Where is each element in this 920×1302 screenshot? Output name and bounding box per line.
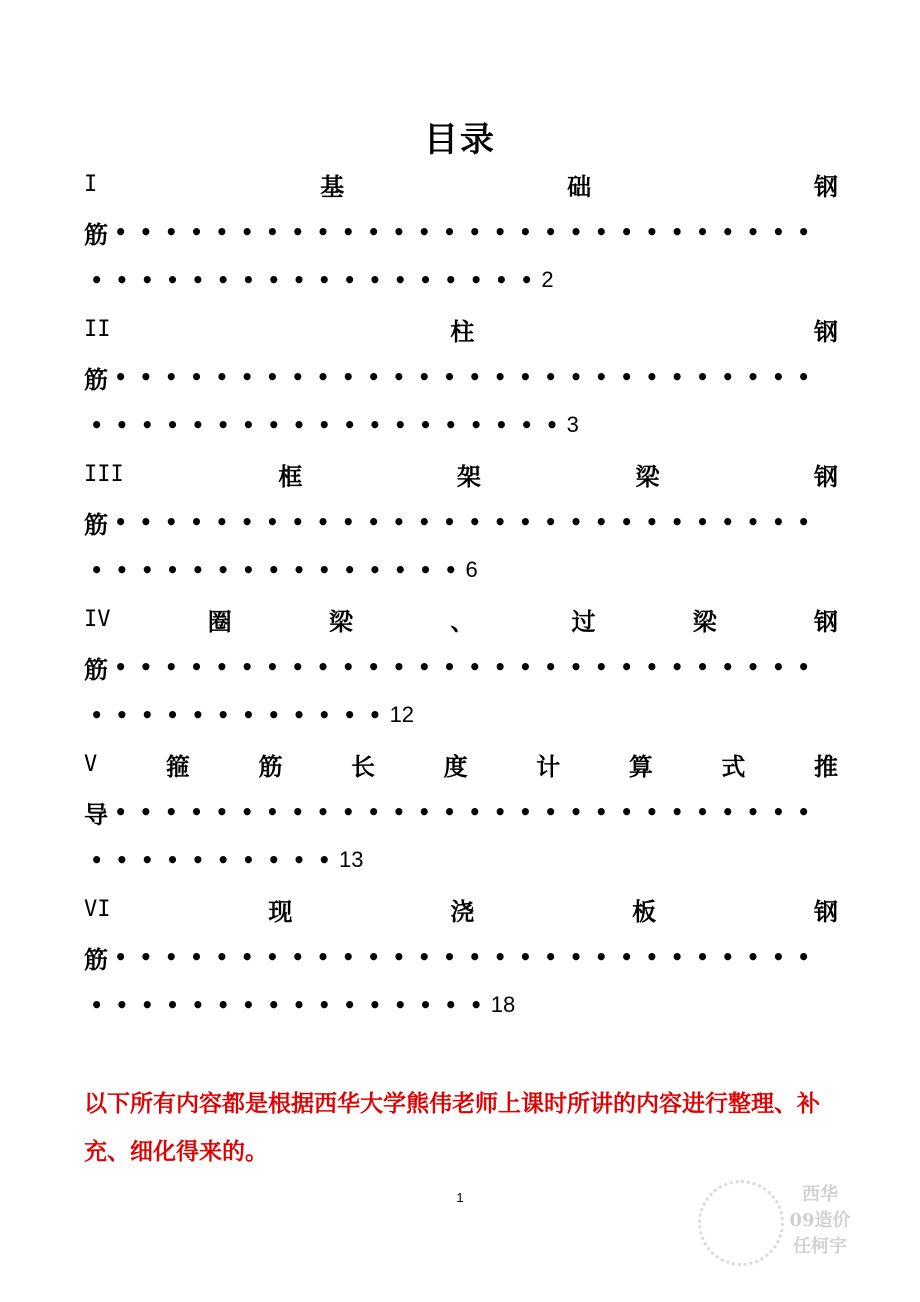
toc-numeral: IV [84, 606, 111, 632]
toc-title-char: 筋 [84, 654, 108, 684]
toc-title-char: 梁 [329, 606, 353, 636]
toc-title-char: 筋 [258, 751, 283, 781]
toc-entry[interactable] [84, 885, 838, 1030]
toc-leader-dots: • • • • • • • • • • • • • • • • • • • • • • • • • • • • [114, 220, 811, 244]
toc-title-char: 过 [571, 606, 596, 636]
toc-numeral: II [84, 316, 111, 342]
toc-leader-dots: • • • • • • • • • • • • [90, 703, 382, 727]
toc-title-char: 架 [456, 461, 481, 491]
toc-title-char: 钢 [814, 606, 838, 636]
toc-page-number: 13 [338, 847, 364, 872]
toc-title-char: 筋 [84, 364, 108, 394]
toc-page-number: 18 [490, 992, 516, 1017]
toc-leader-dots: • • • • • • • • • • • • • • • • • • • • • • • • • • • • [114, 945, 811, 969]
toc-page-number: 6 [465, 557, 478, 582]
toc-title-char: 筋 [84, 219, 108, 249]
toc-leader-dots: • • • • • • • • • • • • • • • • • • • • • • • • • • • • [114, 800, 811, 824]
toc-entry[interactable] [84, 160, 838, 305]
toc-title-char: 箍 [165, 751, 190, 781]
toc-title-char: 板 [632, 896, 657, 926]
toc-title-char: 推 [814, 751, 838, 781]
toc-title-char: 浇 [450, 896, 475, 926]
toc-entry[interactable] [84, 740, 838, 885]
toc-title-char: 度 [443, 751, 468, 781]
toc-leader-dots: • • • • • • • • • • [90, 848, 331, 872]
toc-numeral: VI [84, 896, 111, 922]
toc-title-char: 现 [268, 896, 293, 926]
watermark-text [780, 1182, 860, 1260]
toc-title-char: 钢 [814, 461, 838, 491]
toc-leader-dots: • • • • • • • • • • • • • • • • • • • • • • • • • • • • [114, 365, 811, 389]
toc-title-char: 筋 [84, 944, 108, 974]
toc-title-char: 、 [450, 606, 475, 636]
toc-title-char: 梁 [635, 461, 660, 491]
toc-title-char: 长 [351, 751, 376, 781]
page-title: 目录 [424, 120, 496, 160]
toc-leader-dots: • • • • • • • • • • • • • • • • • • • • • • • • • • • • [114, 510, 811, 534]
note-text: 以下所有内容都是根据西华大学熊伟老师上课时所讲的内容进行整理、补充、细化得来的。 [84, 1090, 820, 1165]
toc-title-char: 钢 [814, 316, 838, 346]
toc-title-char: 式 [721, 751, 746, 781]
toc-leader-dots: • • • • • • • • • • • • • • • • [90, 993, 483, 1017]
watermark-line-1: 西华 [802, 1184, 838, 1205]
toc-title-char: 钢 [813, 171, 838, 201]
toc-page-number: 3 [566, 412, 579, 437]
toc-title-char: 导 [84, 799, 108, 829]
toc-numeral: III [84, 461, 124, 487]
toc-entry[interactable] [84, 595, 838, 740]
toc-entry[interactable] [84, 305, 838, 450]
toc-title-char: 柱 [450, 316, 475, 346]
watermark-line-2: 09造价 [789, 1210, 851, 1231]
toc-leader-dots: • • • • • • • • • • • • • • • • • • • [90, 413, 559, 437]
toc-title-char: 算 [628, 751, 653, 781]
toc-leader-dots: • • • • • • • • • • • • • • • [90, 558, 458, 582]
toc-numeral: I [84, 171, 98, 197]
toc-title-char: 梁 [692, 606, 717, 636]
table-of-contents [84, 160, 838, 1030]
toc-title-char: 础 [567, 171, 592, 201]
toc-leader-dots: • • • • • • • • • • • • • • • • • • • • • • • • • • • • [114, 655, 811, 679]
toc-title-char: 钢 [814, 896, 838, 926]
toc-page-number: 12 [389, 702, 415, 727]
toc-title-char: 框 [278, 461, 303, 491]
watermark-line-3: 任柯宇 [793, 1236, 847, 1257]
watermark-seal-icon [698, 1180, 784, 1266]
toc-numeral: V [84, 751, 98, 777]
toc-entry[interactable] [84, 450, 838, 595]
watermark [696, 1178, 876, 1268]
toc-leader-dots: • • • • • • • • • • • • • • • • • • [90, 268, 534, 292]
toc-title-char: 筋 [84, 509, 108, 539]
toc-title-char: 基 [320, 171, 345, 201]
toc-title-char: 圈 [207, 606, 232, 636]
toc-title-char: 计 [536, 751, 561, 781]
toc-page-number: 2 [541, 267, 554, 292]
page-number: 1 [456, 1190, 464, 1205]
